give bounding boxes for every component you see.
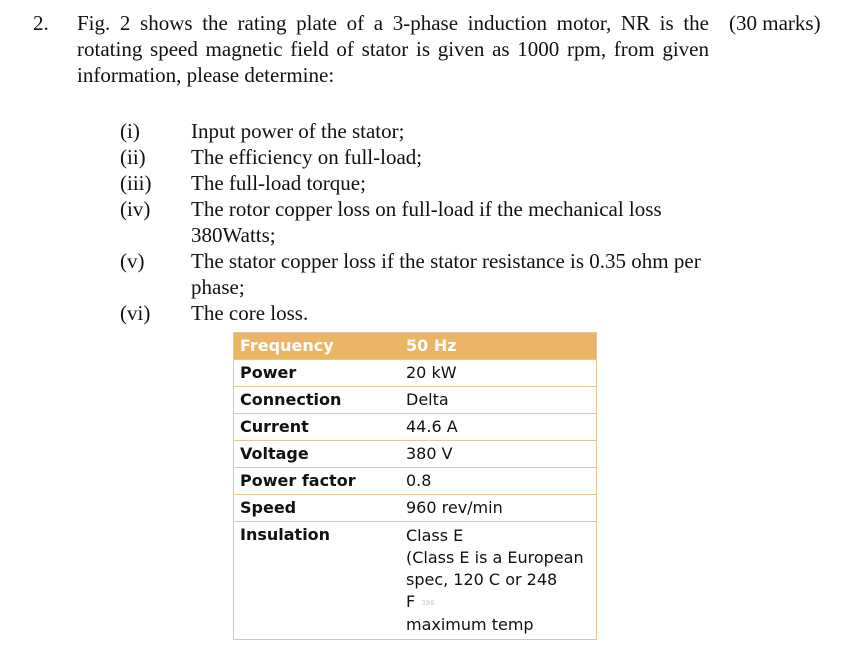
sub-question-text: The stator copper loss if the stator resistance is 0.35 ohm per phase; [191, 249, 701, 299]
table-cell-key: Connection [234, 387, 397, 414]
insulation-line [406, 569, 590, 614]
insulation-line: Class E [406, 526, 464, 545]
table-cell-key: Speed [234, 495, 397, 522]
sub-question-text: The rotor copper loss on full-load if the mechanical loss 380Watts; [191, 197, 662, 247]
table-row [234, 468, 597, 495]
sub-question-label: (iv) [120, 197, 151, 221]
sub-question-list [120, 118, 720, 326]
table-cell-key: Power factor [234, 468, 397, 495]
page-number-mark: 396 [421, 598, 435, 607]
sub-question [120, 118, 720, 144]
sub-question-label: (vi) [120, 301, 151, 325]
rating-plate-table [233, 332, 597, 640]
table-header-key: Frequency [234, 333, 397, 360]
sub-question-text: Input power of the stator; [191, 119, 405, 143]
sub-question-label: (i) [120, 119, 140, 143]
sub-question-label: (ii) [120, 145, 146, 169]
sub-question [120, 170, 720, 196]
sub-question-text: The core loss. [191, 301, 309, 325]
insulation-line: (Class E is a European [406, 548, 584, 567]
table-row [234, 495, 597, 522]
table-cell-value: 960 rev/min [396, 495, 597, 522]
insulation-line-text: spec, 120 C or 248 F [406, 570, 558, 611]
table-cell-value: Delta [396, 387, 597, 414]
table-row [234, 360, 597, 387]
table-header-row [234, 333, 597, 360]
table-cell-key: Current [234, 414, 397, 441]
table-cell-key: Insulation [234, 522, 397, 640]
question-marks: (30 marks) [729, 11, 821, 35]
sub-question-label: (v) [120, 249, 145, 273]
table-header-value: 50 Hz [396, 333, 597, 360]
table-row-insulation [234, 522, 597, 640]
table-row [234, 441, 597, 468]
table-cell-value: 0.8 [396, 468, 597, 495]
sub-question [120, 144, 720, 170]
sub-question [120, 196, 720, 248]
table-cell-key: Voltage [234, 441, 397, 468]
sub-question-text: The efficiency on full-load; [191, 145, 423, 169]
insulation-line: maximum temp [406, 614, 534, 634]
question-stem: Fig. 2 shows the rating plate of a 3-phase induction motor, NR is the rotating speed magnetic field of stator is given as 1000 rpm, from given information, please determine: [77, 11, 709, 87]
table-cell-value: 20 kW [396, 360, 597, 387]
question-number: 2. [33, 11, 49, 35]
sub-question [120, 248, 720, 300]
table-cell-key: Power [234, 360, 397, 387]
table-cell-value: 44.6 A [396, 414, 597, 441]
table-cell-value [396, 522, 597, 640]
table-cell-value: 380 V [396, 441, 597, 468]
sub-question-text: The full-load torque; [191, 171, 366, 195]
table-row [234, 414, 597, 441]
sub-question [120, 300, 720, 326]
sub-question-label: (iii) [120, 171, 152, 195]
table-row [234, 387, 597, 414]
